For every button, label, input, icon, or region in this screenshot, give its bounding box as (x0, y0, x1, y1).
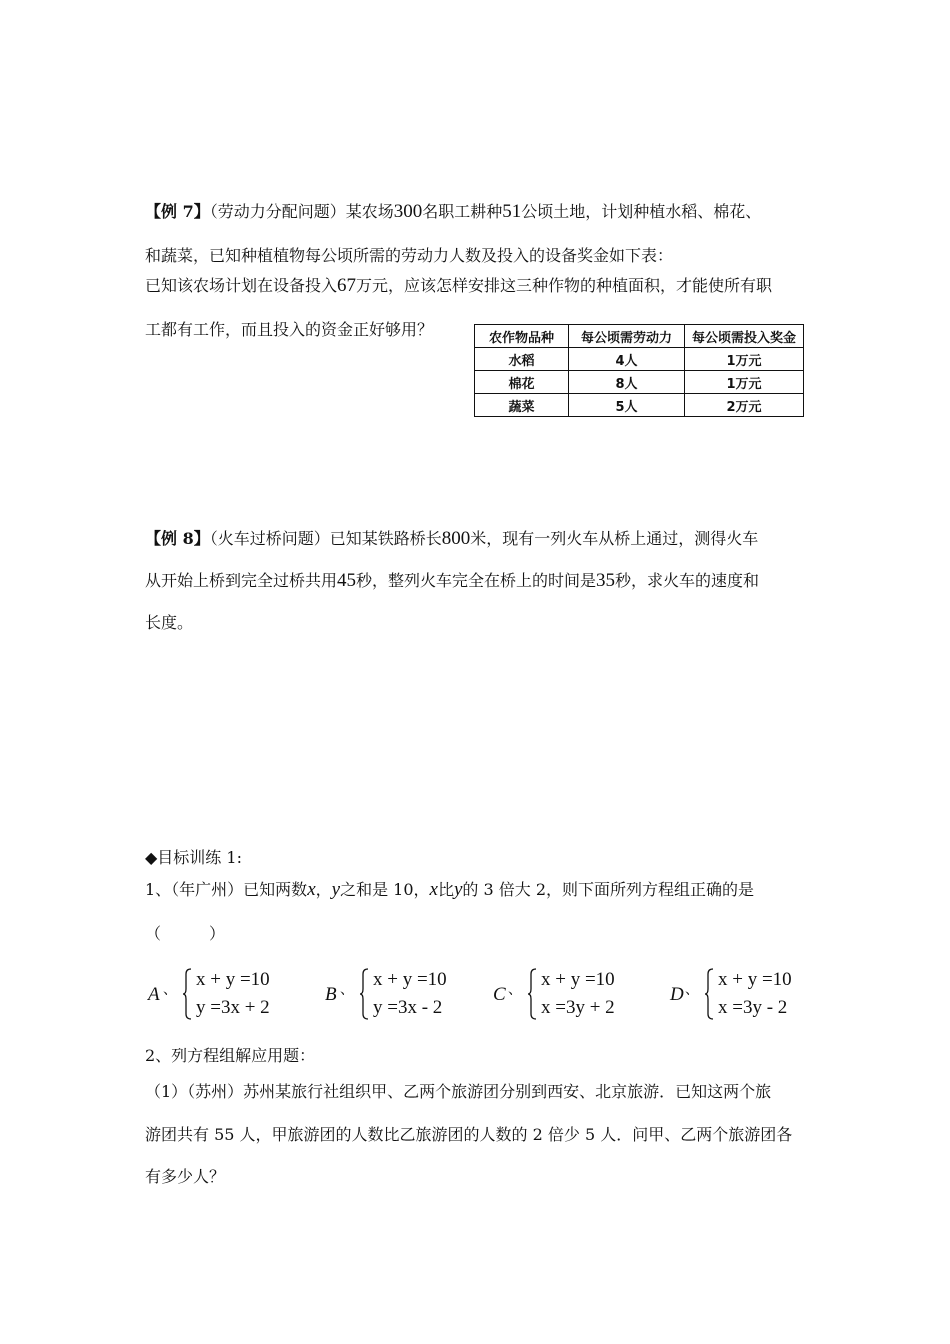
left-brace-icon (705, 968, 714, 1020)
option-letter: B (325, 984, 337, 1005)
equation-1: x + y =10 (541, 969, 615, 990)
table-header: 每公顷需劳动力 (569, 325, 685, 348)
equation-2: x =3y - 2 (718, 997, 788, 1018)
table-header-row (475, 325, 804, 348)
ex7-line-4: 工都有工作，而且投入的资金正好够用？ (145, 320, 434, 339)
equation-2: y =3x - 2 (373, 997, 443, 1018)
table-cell: 1万元 (685, 371, 804, 394)
table-cell: 4人 (569, 348, 685, 371)
table-cell: 蔬菜 (475, 394, 569, 417)
equation-2: x =3y + 2 (541, 997, 615, 1018)
equation-1: x + y =10 (196, 969, 270, 990)
table-header: 农作物品种 (475, 325, 569, 348)
question-2: 2、列方程组解应用题： (145, 1046, 316, 1065)
ex7-line-2: 和蔬菜，已知种植植物每公顷所需的劳动力人数及投入的设备奖金如下表： (145, 246, 674, 265)
option-letter: D (670, 984, 684, 1005)
ex7-tag: 【例 7】 (145, 202, 210, 221)
left-brace-icon (360, 968, 369, 1020)
ex8-line-2: 从开始上桥到完全过桥共用45秒，整列火车完全在桥上的时间是35秒，求火车的速度和 (145, 570, 760, 591)
table-cell: 水稻 (475, 348, 569, 371)
left-brace-icon (528, 968, 537, 1020)
ex7-line-3: 已知该农场计划在设备投入67万元，应该怎样安排这三种作物的种植面积，才能使所有职 (145, 275, 773, 296)
table-row (475, 371, 804, 394)
table-row (475, 394, 804, 417)
question-2-1-line-1: （1）（苏州）苏州某旅行社组织甲、乙两个旅游团分别到西安、北京旅游．已知这两个旅 (145, 1082, 772, 1101)
table-cell: 棉花 (475, 371, 569, 394)
answer-paren: （ ） (145, 924, 226, 943)
table-cell: 2万元 (685, 394, 804, 417)
table-cell: 1万元 (685, 348, 804, 371)
question-2-1-line-2: 游团共有 55 人，甲旅游团的人数比乙旅游团的人数的 2 倍少 5 人．问甲、乙两个旅游团各 (145, 1125, 793, 1144)
table-header: 每公顷需投入奖金 (685, 325, 804, 348)
crop-table (474, 324, 804, 417)
ex8-line-1: 【例 8】（火车过桥问题）已知某铁路桥长800米，现有一列火车从桥上通过，测得火车 (145, 528, 759, 549)
training-heading: ◆目标训练 1: (145, 848, 242, 867)
ex8-tag: 【例 8】 (145, 529, 210, 548)
ex7-line-1: 【例 7】（劳动力分配问题）某农场300名职工耕种51公顷土地，计划种植水稻、棉花、 (145, 201, 762, 222)
equation-1: x + y =10 (718, 969, 792, 990)
question-2-1-line-3: 有多少人？ (145, 1167, 226, 1186)
table-cell: 5人 (569, 394, 685, 417)
table-row (475, 348, 804, 371)
table-cell: 8人 (569, 371, 685, 394)
question-1: 1、（年广州）已知两数x，y之和是 10，x比y的 3 倍大 2，则下面所列方程组正确的是 (145, 879, 755, 900)
option-letter: C (493, 984, 506, 1005)
ex8-line-3: 长度。 (145, 613, 194, 632)
option-letter: A (148, 984, 160, 1005)
equation-1: x + y =10 (373, 969, 447, 990)
equation-2: y =3x + 2 (196, 997, 270, 1018)
left-brace-icon (183, 968, 192, 1020)
